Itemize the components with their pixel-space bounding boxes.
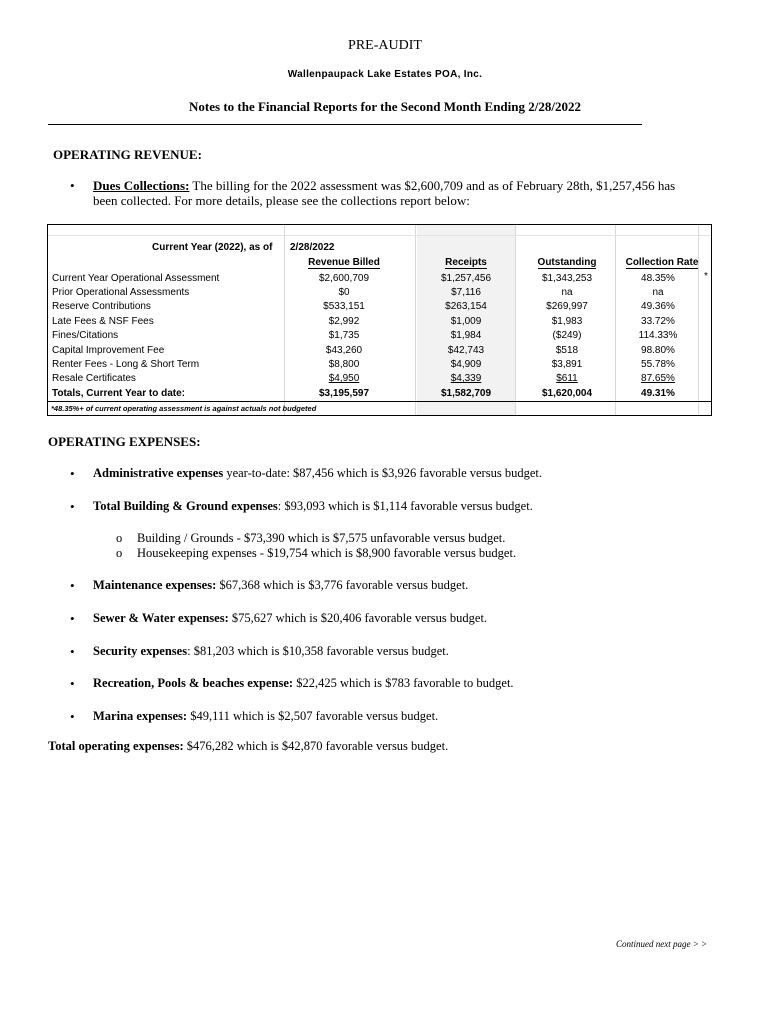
cell-rate: na	[652, 287, 664, 298]
collections-report-table	[47, 224, 712, 416]
sub-item-building-grounds: Building / Grounds - $73,390 which is $7,575 unfavorable versus budget.	[137, 531, 506, 545]
cell-receipts: $1,257,456	[440, 273, 492, 284]
dues-collections-label: Dues Collections:	[93, 178, 190, 193]
row-label: Late Fees & NSF Fees	[52, 316, 154, 327]
bullet-icon: •	[70, 466, 75, 481]
dues-collections-text	[93, 178, 713, 208]
total-operating-expenses: Total operating expenses: $476,282 which is $42,870 favorable versus budget.	[48, 739, 449, 753]
bullet-icon: •	[70, 578, 75, 593]
cell-receipts: $4,909	[450, 359, 482, 370]
grid-line	[48, 235, 711, 236]
cell-receipts: $7,116	[451, 287, 481, 298]
cell-rate: 33.72%	[641, 316, 675, 327]
cell-billed: $43,260	[325, 345, 363, 356]
row-label: Capital Improvement Fee	[52, 345, 165, 356]
cell-rate: 87.65%	[641, 373, 675, 384]
cell-rate: 55.78%	[641, 359, 675, 370]
cell-outstanding: $518	[555, 345, 579, 356]
dues-collections-line2: been collected. For more details, please see the collections report below:	[93, 193, 470, 208]
grid-line	[515, 225, 516, 415]
expense-item-building-ground: Total Building & Ground expenses: $93,093 which is $1,114 favorable versus budget.	[93, 499, 533, 513]
cell-rate: 49.36%	[641, 301, 675, 312]
cell-billed: $4,950	[328, 373, 360, 384]
table-caption: Current Year (2022), as of	[152, 242, 273, 253]
table-footnote: *48.35%+ of current operating assessment is against actuals not budgeted	[51, 404, 317, 413]
totals-label: Totals, Current Year to date:	[52, 388, 185, 399]
column-header-collection-rate: Collection Rate	[625, 257, 699, 268]
row-label: Current Year Operational Assessment	[52, 273, 220, 284]
sub-bullet-icon: o	[116, 531, 123, 545]
grid-line	[415, 225, 416, 415]
cell-outstanding: ($249)	[552, 330, 582, 341]
bullet-icon: •	[70, 499, 75, 514]
bullet-icon: •	[70, 178, 75, 193]
column-header-revenue-billed: Revenue Billed	[308, 257, 380, 268]
operating-revenue-heading: OPERATING REVENUE:	[53, 147, 202, 162]
cell-outstanding: $611	[556, 373, 578, 384]
expense-item-recreation: Recreation, Pools & beaches expense: $22,425 which is $783 favorable to budget.	[93, 676, 514, 690]
row-label: Fines/Citations	[52, 330, 119, 341]
sub-item-housekeeping: Housekeeping expenses - $19,754 which is $8,900 favorable versus budget.	[137, 546, 517, 560]
row-label: Reserve Contributions	[52, 301, 151, 312]
document-title: PRE-AUDIT	[348, 38, 422, 53]
cell-receipts: $4,339	[450, 373, 482, 384]
cell-outstanding: $1,343,253	[541, 273, 593, 284]
cell-billed: $1,735	[328, 330, 360, 341]
bullet-icon: •	[70, 709, 75, 724]
sub-bullet-icon: o	[116, 546, 123, 560]
bullet-icon: •	[70, 644, 75, 659]
cell-receipts: $263,154	[445, 301, 487, 312]
cell-outstanding: $3,891	[551, 359, 583, 370]
cell-receipts: $1,984	[450, 330, 482, 341]
footnote-mark: *	[704, 271, 708, 282]
cell-outstanding: $269,997	[546, 301, 588, 312]
expense-item-security: Security expenses: $81,203 which is $10,358 favorable versus budget.	[93, 644, 449, 658]
cell-rate: 114.33%	[638, 330, 678, 341]
row-label: Resale Certificates	[52, 373, 136, 384]
totals-outstanding: $1,620,004	[541, 388, 593, 399]
report-subtitle: Notes to the Financial Reports for the Second Month Ending 2/28/2022	[189, 99, 581, 114]
cell-outstanding: na	[561, 287, 573, 298]
cell-rate: 98.80%	[641, 345, 675, 356]
expense-item-marina: Marina expenses: $49,111 which is $2,507 favorable versus budget.	[93, 709, 439, 723]
cell-billed: $0	[338, 287, 350, 298]
cell-billed: $533,151	[323, 301, 365, 312]
row-label: Prior Operational Assessments	[52, 287, 190, 298]
totals-rate: 49.31%	[641, 388, 675, 399]
row-label: Renter Fees - Long & Short Term	[52, 359, 200, 370]
column-header-receipts: Receipts	[445, 257, 487, 268]
totals-divider	[48, 401, 711, 402]
continued-next-page: Continued next page > >	[616, 939, 708, 949]
expense-item-maintenance: Maintenance expenses: $67,368 which is $3,776 favorable versus budget.	[93, 578, 469, 592]
organization-name: Wallenpaupack Lake Estates POA, Inc.	[287, 69, 483, 80]
column-header-outstanding: Outstanding	[537, 257, 597, 268]
cell-receipts: $1,009	[450, 316, 482, 327]
bullet-icon: •	[70, 676, 75, 691]
dues-collections-line1: The billing for the 2022 assessment was $2,600,709 and as of February 28th, $1,257,456 has	[189, 178, 676, 193]
cell-billed: $2,600,709	[318, 273, 370, 284]
header-divider	[48, 124, 642, 125]
table-caption-date: 2/28/2022	[290, 242, 335, 253]
cell-billed: $2,992	[328, 316, 360, 327]
expense-item-administrative: Administrative expenses year-to-date: $87,456 which is $3,926 favorable versus budget.	[93, 466, 542, 480]
cell-rate: 48.35%	[641, 273, 675, 284]
operating-expenses-heading: OPERATING EXPENSES:	[48, 434, 201, 449]
cell-billed: $8,800	[328, 359, 360, 370]
cell-receipts: $42,743	[447, 345, 485, 356]
expense-item-sewer-water: Sewer & Water expenses: $75,627 which is $20,406 favorable versus budget.	[93, 611, 488, 625]
cell-outstanding: $1,983	[551, 316, 583, 327]
totals-receipts: $1,582,709	[440, 388, 492, 399]
totals-billed: $3,195,597	[318, 388, 370, 399]
bullet-icon: •	[70, 611, 75, 626]
